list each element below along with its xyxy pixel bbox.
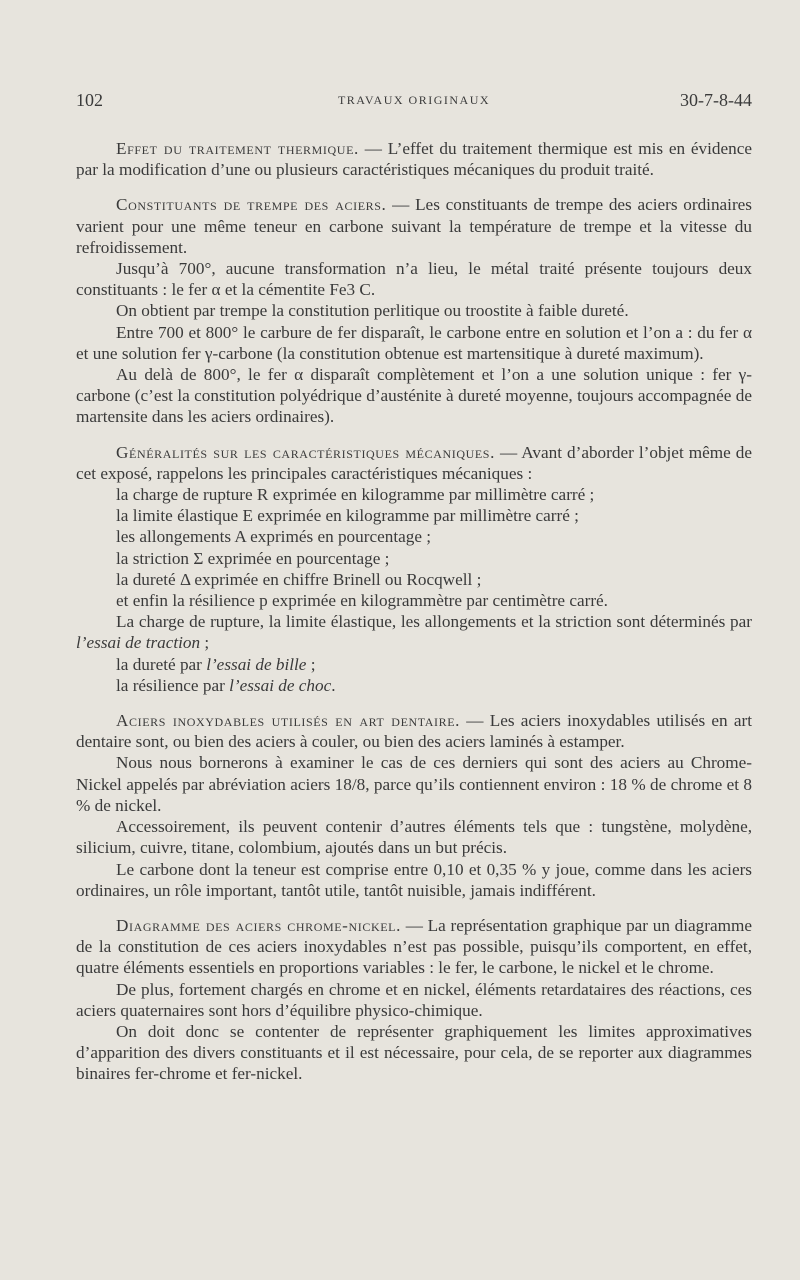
paragraph: La charge de rupture, la limite élastique, les allongements et la striction sont déterminés par l’essai de traction ;	[76, 612, 752, 653]
section-heading: Diagramme des aciers chrome-nickel.	[116, 915, 401, 935]
page-header	[76, 90, 752, 114]
section-heading: Constituants de trempe des aciers.	[116, 195, 387, 215]
list-item: la dureté par l’essai de bille ;	[116, 654, 316, 674]
list-item: la résilience par l’essai de choc.	[116, 675, 336, 695]
section-heading: Effet du traitement thermique.	[116, 139, 359, 158]
paragraph: Aciers inoxydables utilisés en art dentaire. — Les aciers inoxydables utilisés en art dentaire sont, ou bien des aciers à couler, ou bien des aciers laminés à estamper.	[76, 711, 753, 752]
paragraph: Le carbone dont la teneur est comprise entre 0,10 et 0,35 % y joue, comme dans les aciers ordinaires, un rôle important, tantôt utile, tantôt nuisible, jamais indifférent.	[76, 859, 752, 900]
paragraph: Effet du traitement thermique. — L’effet du traitement thermique est mis en évidence par la modification d’une ou plusieurs caractéristiques mécaniques du produit traité.	[76, 139, 753, 180]
paragraph: Au delà de 800°, le fer α disparaît complètement et l’on a une solution unique : fer γ-carbone (c’est la constitution polyédrique d’austénite à dureté moyenne, toujours accompagnée de martensite dans les aciers ordinaires).	[76, 365, 752, 427]
paragraph: Entre 700 et 800° le carbure de fer disparaît, le carbone entre en solution et l’on a : du fer α et une solution fer γ-carbone (la constitution obtenue est martensitique à dureté maximum).	[76, 322, 752, 363]
list-item: la charge de rupture R exprimée en kilogramme par millimètre carré ;	[116, 485, 595, 505]
list-item: la limite élastique E exprimée en kilogramme par millimètre carré ;	[116, 506, 579, 526]
paragraph: Généralités sur les caractéristiques mécaniques. — Avant d’aborder l’objet même de cet exposé, rappelons les principales caractéristiques mécaniques :	[76, 442, 752, 483]
list-item: la dureté Δ exprimée en chiffre Brinell ou Rocqwell ;	[116, 569, 482, 589]
section-heading: Généralités sur les caractéristiques mécaniques.	[116, 442, 495, 462]
list-item: les allongements A exprimés en pourcentage ;	[116, 527, 432, 547]
paragraph: Constituants de trempe des aciers. — Les constituants de trempe des aciers ordinaires varient pour une même teneur en carbone suivant la température de trempe et la vitesse du refroidissement.	[76, 195, 752, 257]
paragraph: On obtient par trempe la constitution perlitique ou troostite à faible dureté.	[116, 301, 629, 321]
paragraph: De plus, fortement chargés en chrome et en nickel, éléments retardataires des réactions, ces aciers quaternaires sont hors d’équilibre physico-chimique.	[76, 979, 752, 1020]
characteristics-list	[76, 484, 752, 611]
section-heading: Aciers inoxydables utilisés en art dentaire.	[116, 711, 461, 731]
tests-list	[76, 654, 752, 696]
paragraph: On doit donc se contenter de représenter graphiquement les limites approximatives d’apparition des divers constituants et il est nécessaire, pour cela, de se reporter aux diagrammes binaires fer-chrome et fer-nickel.	[76, 1021, 752, 1084]
list-item: et enfin la résilience p exprimée en kilogrammètre par centimètre carré.	[116, 591, 608, 611]
list-item: la striction Σ exprimée en pourcentage ;	[116, 548, 390, 568]
page-number: 102	[76, 90, 103, 110]
paragraph: Jusqu’à 700°, aucune transformation n’a lieu, le métal traité présente toujours deux constituants : le fer α et la cémentite Fe3 C.	[76, 259, 752, 300]
paragraph: Accessoirement, ils peuvent contenir d’autres éléments tels que : tungstène, molydène, silicium, cuivre, titane, colombium, ajoutés dans un but précis.	[76, 817, 752, 858]
paragraph: Nous nous bornerons à examiner le cas de ces derniers qui sont des aciers au Chrome-Nickel appelés par abréviation aciers 18/8, parce qu’ils contiennent environ : 18 % de chrome et 8 % de nickel.	[76, 753, 752, 815]
issue-date: 30-7-8-44	[680, 90, 752, 110]
article-body	[76, 138, 752, 1085]
paragraph: Diagramme des aciers chrome-nickel. — La représentation graphique par un diagramme de la constitution de ces aciers inoxydables n’est pas possible, puisqu’ils comportent, en effet, quatre éléments essentiels en proportions variables : le fer, le carbone, le nickel et le chrome.	[76, 915, 752, 978]
running-title: TRAVAUX ORIGINAUX	[337, 93, 491, 107]
